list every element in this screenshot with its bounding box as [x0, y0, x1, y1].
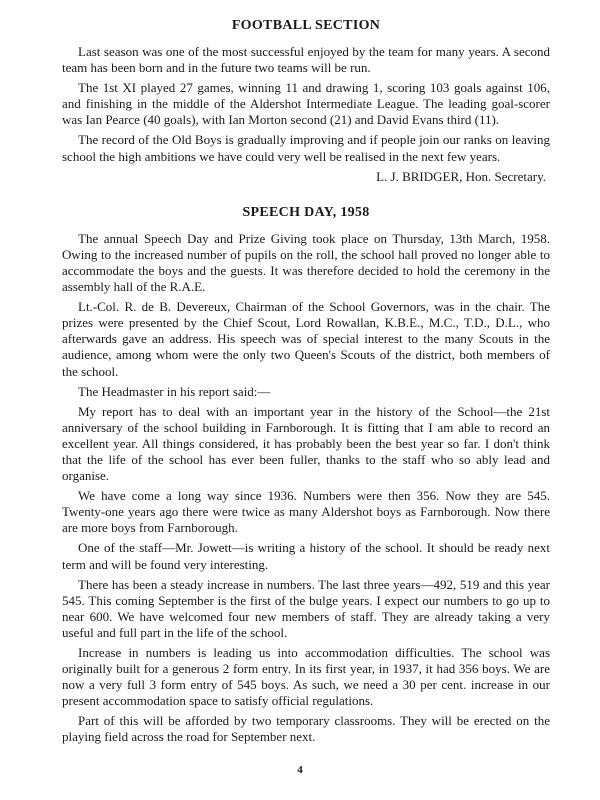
- speech-day-title: SPEECH DAY, 1958: [242, 204, 370, 220]
- football-paragraph-1: Last season was one of the most successful enjoyed by the team for many years. A second team has been born and in the future two teams will be run.: [62, 44, 550, 76]
- speech-day-section: [62, 205, 550, 746]
- speech-day-paragraph-3: The Headmaster in his report said:—: [78, 383, 271, 399]
- speech-day-paragraph-2: Lt.-Col. R. de B. Devereux, Chairman of the School Governors, was in the chair. The prizes were presented by the Chief Scout, Lord Rowallan, K.B.E., M.C., T.D., D.L., who afterwards gave an address. His speech was of special interest to the many Scouts in the audience, among whom were the only two Queen's Scouts of the district, both members of the school.: [62, 299, 550, 379]
- page-number: 4: [297, 764, 303, 776]
- football-section-title: FOOTBALL SECTION: [231, 18, 381, 33]
- speech-day-paragraph-5: We have come a long way since 1936. Numbers were then 356. Now they are 545. Twenty-one years ago there were twice as many Aldershot boys as Farnborough. Now there are more boys from Farnborough.: [62, 488, 550, 536]
- football-signature: L. J. BRIDGER, Hon. Secretary.: [376, 168, 546, 184]
- football-paragraph-3: The record of the Old Boys is gradually improving and if people join our ranks on leaving school the high ambitions we have could very well be realised in the next few years.: [62, 132, 550, 164]
- speech-day-paragraph-1: The annual Speech Day and Prize Giving took place on Thursday, 13th March, 1958. Owing to the increased number of pupils on the roll, the school hall proved no longer able to accommodate the boys and the guests. It was therefore decided to hold the ceremony in the assembly hall of the R.A.E.: [62, 230, 550, 295]
- speech-day-paragraph-9: Part of this will be afforded by two temporary classrooms. They will be erected on the playing field across the road for September next.: [62, 713, 550, 745]
- football-section: [62, 18, 550, 185]
- speech-day-paragraph-6: One of the staff—Mr. Jowett—is writing a history of the school. It should be ready next term and will be found very interesting.: [62, 540, 550, 572]
- speech-day-paragraph-8: Increase in numbers is leading us into accommodation difficulties. The school was originally built for a generous 2 form entry. In its first year, in 1937, it had 356 boys. We are now a very full 3 form entry of 545 boys. As such, we need a 30 per cent. increase in our present accommodation space to satisfy official regulations.: [62, 645, 550, 709]
- speech-day-paragraph-4: My report has to deal with an important year in the history of the School—the 21st anniversary of the school building in Farnborough. It is fitting that I am able to record an excellent year. All things considered, it has probably been the best year so far. I don't think that the life of the school has ever been fuller, thanks to the staff who so ably lead and organise.: [62, 403, 550, 484]
- football-paragraph-2: The 1st XI played 27 games, winning 11 and drawing 1, scoring 103 goals against 106, and finishing in the middle of the Aldershot Intermediate League. The leading goal-scorer was Ian Pearce (40 goals), with Ian Morton second (21) and David Evans third (11).: [62, 80, 550, 128]
- document-page: [62, 18, 550, 750]
- speech-day-paragraph-7: There has been a steady increase in numbers. The last three years—492, 519 and this year 545. This coming September is the first of the bulge years. I expect our numbers to go up to near 600. We have welcomed four new members of staff. They are already taking a very useful and full part in the life of the school.: [62, 576, 550, 640]
